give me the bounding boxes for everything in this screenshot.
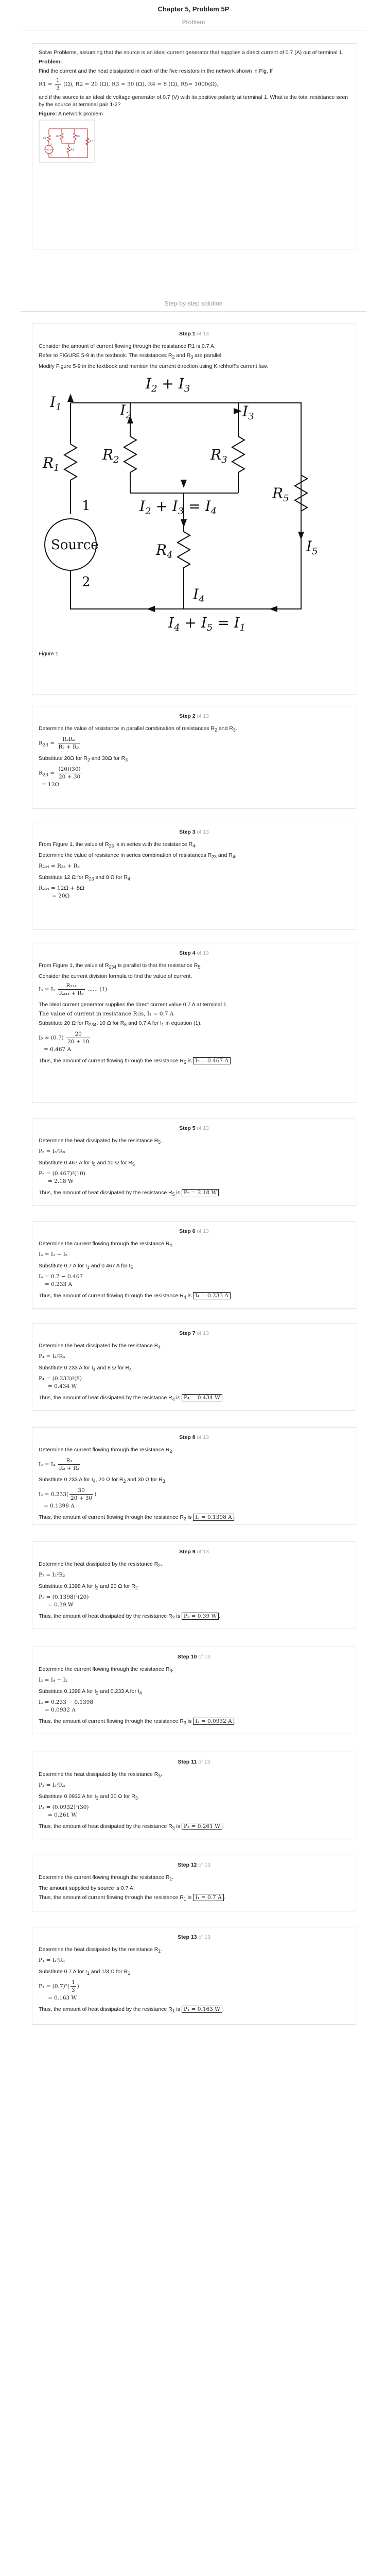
step-text: Determine the heat dissipated by the resistance $R_3$. [39,1771,163,1779]
step-text: Substitute 0.467 A for $I_5$ and 10 Ω for $R_5$ [39,1160,135,1167]
equation: I₄ = I₁ − I₅ [39,1251,68,1258]
answer-box: I₅ = 0.467 A [193,1057,231,1064]
thumb-r4-label: R4 [71,148,74,151]
step-label: Step 6 of 13 [179,1228,209,1234]
step-text: Determine the current flowing through the resistance $R_4$. [39,1241,174,1248]
equation: P₂ = I₂²R₂ [39,1572,65,1579]
answer-box: P₄ = 0.434 W [182,1394,222,1401]
label-r5: $R_5$ [272,485,289,504]
equation: P₅ = (0.467)²(10) = 2.18 W [39,1171,85,1185]
step-label: Step 1 of 13 [179,331,209,337]
step-text: Determine the value of resistance in parallel combination of resistances $R_2$ and $R_3$. [39,725,237,733]
thumb-t2-label: 2 [50,154,52,157]
answer-line: Thus, the amount of heat dissipated by the resistance $R_4$ is P₄ = 0.434 W . [39,1395,224,1402]
equation: P₃ = I₃²R₃ [39,1782,65,1789]
equation: I₄ = 0.7 − 0.467 = 0.233 A [39,1274,83,1288]
step-card [32,1855,356,1911]
step-text: Determine the value of resistance in series combination of resistances $R_{23}$ and $R_4$. [39,852,237,860]
label-r4: $R_4$ [156,541,173,561]
step-card [32,943,356,1103]
equation: I₂ = I₄ $\frac{\text{R₃}}{\text{R₂ + R₃}}$ [39,1458,80,1472]
step-text: Substitute 0.0932 A for $I_3$ and 30 Ω for $R_3$ [39,1793,138,1801]
label-r3: $R_3$ [210,446,227,466]
step-label: Step 11 of 13 [178,1759,210,1765]
label-i1: $I_1$ [50,394,62,413]
answer-box: P₃ = 0.261 W [182,1823,222,1830]
equation: P₁ = I₁²R₁ [39,1957,65,1964]
label-i2-i3-i4: $I_2 + I_3 = I_4$ [139,498,217,517]
step-card [32,1541,356,1629]
step-text: Determine the current flowing through the resistance $R_1$. [39,1874,174,1882]
answer-box: I₂ = 0.1398 A [193,1514,234,1521]
step-text: Consider the current division formula to find the value of current. [39,973,192,980]
equation: $R_{23}$ = $\frac{\text{R₂R₃}}{\text{R₂ + R₃}}$ [39,736,79,751]
step-label: Step 7 of 13 [179,1330,209,1336]
answer-box: I₄ = 0.233 A [193,1292,231,1299]
step-label: Step 3 of 13 [179,829,209,835]
step-card [32,1118,356,1206]
thumb-r1-label: R1 [43,137,46,140]
problem-network-thumbnail [39,120,95,163]
step-text: The value of current in resistance R₁is, I₁ = 0.7 A [39,1011,174,1018]
answer-line: Thus, the amount of current flowing through the resistance $R_3$ is I₃ = 0.0932 A . [39,1718,236,1726]
step-label: Step 2 of 13 [179,713,209,719]
step-card [32,1927,356,2025]
label-r2: $R_2$ [102,446,119,466]
answer-line: Thus, the amount of current flowing through the resistance $R_5$ is I₅ = 0.467 A . [39,1058,232,1065]
divider [21,311,366,312]
step-text: Substitute 0.1398 A for $I_2$ and 0.233 A for $I_4$ [39,1688,142,1696]
label-terminal-2: 2 [82,574,91,590]
step-text: Determine the heat dissipated by the resistance $R_2$. [39,1561,163,1569]
thumb-t1-label: 1 [50,143,52,146]
step-text: Modify Figure 5-9 in the textbook and mention the current direction using Kirchhoff’s current law. [39,363,268,370]
thumb-source-label: Source [45,148,54,151]
answer-box: P₂ = 0.39 W [182,1613,219,1620]
step-label: Step 4 of 13 [179,950,209,956]
thumb-r5-label: R5 [90,140,93,143]
step-text: From Figure 1, the value of $R_{234}$ is parallel to that the resistance $R_5$. [39,962,202,970]
equation: R₂₃₄ = R₂₃ + R₄ [39,863,80,870]
figure-caption: Figure: A network problem [39,111,103,117]
step-card [32,706,356,809]
step-label: Step 8 of 13 [179,1434,209,1440]
step-card [32,324,356,694]
step-text: Substitute 0.233 A for $I_4$, 20 Ω for $R_2$ and 30 Ω for $R_3$ [39,1477,165,1484]
step-text: Substitute 0.1398 A for $I_2$ and 20 Ω for $R_2$ [39,1583,138,1591]
label-i2: $I_2$ [120,402,132,421]
equation: I₅ = I₁ $\frac{\text{R₂₃₄}}{\text{R₂₃₄ + R₅}}$ ...... (1) [39,982,108,997]
step-card [32,822,356,930]
step-label: Step 13 of 13 [178,1934,210,1940]
equation: P₅ = I₅²R₅ [39,1148,65,1155]
equation: I₅ = (0.7) $\frac{20}{20 + 10}$ = 0.467 A [39,1031,90,1053]
step-card [32,1752,356,1839]
equation: P₄ = (0.233)²(8) = 0.434 W [39,1376,82,1390]
step-text: Determine the current flowing through the resistance $R_3$. [39,1666,174,1674]
step-text: Substitute 20 Ω for $R_{234}$, 10 Ω for $R_5$ and 0.7 A for $I_1$ in equation (1). [39,1020,202,1028]
step-text: Determine the current flowing through the resistance $R_2$. [39,1447,174,1454]
step-label: Step 12 of 13 [178,1862,210,1868]
problem-text: Find the current and the heat dissipated in each of the five resistors in the network shown in Fig. If [39,68,273,74]
figure-caption: Figure 1 [39,651,59,657]
step-text: Determine the heat dissipated by the resistance $R_5$. [39,1138,163,1145]
equation: P₂ = (0.1398)²(20) = 0.39 W [39,1594,89,1608]
equation: P₃ = (0.0932)²(30) = 0.261 W [39,1804,89,1819]
thumb-r2-label: R2 [56,135,60,138]
answer-box: P₁ = 0.163 W [182,2006,222,2013]
circuit-figure [39,372,327,650]
step-card [32,1647,356,1734]
answer-line: Thus, the amount of heat dissipated by the resistance $R_2$ is P₂ = 0.39 W . [39,1613,221,1621]
label-source: Source [51,537,99,553]
step-text: Refer to FIGURE 5-9 in the textbook. The resistances $R_2$ and $R_3$ are parallel. [39,352,223,360]
step-text: Substitute 0.7 A for $I_1$ and 0.467 A for $I_5$ [39,1263,133,1270]
answer-line: Thus, the amount of current flowing through the resistance $R_1$ is I₁ = 0.7 A . [39,1894,225,1902]
step-text: Determine the heat dissipated by the resistance $R_1$. [39,1946,163,1954]
equation: R₂₃₄ = 12Ω + 8Ω = 20Ω [39,885,84,900]
answer-box: I₁ = 0.7 A [193,1894,223,1901]
step-text: Substitute 0.7 A for $I_1$ and 1/3 Ω for $R_1$ [39,1969,131,1976]
answer-line: Thus, the amount of heat dissipated by the resistance $R_1$ is P₁ = 0.163 W . [39,2006,224,2014]
equation: P₄ = I₄²R₄ [39,1353,65,1360]
answer-line: Thus, the amount of heat dissipated by the resistance $R_5$ is P₅ = 2.18 W . [39,1190,221,1197]
problem-text-2: and if the source is an ideal dc voltage generator of 0.7 (V) with its positive polarity at terminal 1. What is the total resistance seen by the source at terminal pair 1-2? [39,94,348,108]
problem-header: Problem [182,19,205,26]
step-text: Consider the amount of current flowing through the resistance R1 is 0.7 A. [39,343,216,349]
step-text: Substitute 0.233 A for $I_4$ and 8 Ω for $R_4$ [39,1365,132,1372]
page-title: Chapter 5, Problem 5P [157,5,230,13]
step-card [32,1323,356,1411]
label-i4-i5-i1: $I_4 + I_5 = I_1$ [168,614,246,634]
label-r1: $R_1$ [43,454,60,474]
step-label: Step 5 of 13 [179,1125,209,1131]
answer-line: Thus, the amount of heat dissipated by the resistance $R_3$ is P₃ = 0.261 W . [39,1823,224,1831]
step-text: Substitute 20Ω for $R_2$ and 30Ω for $R_3$ [39,755,128,763]
equation: I₃ = I₄ − I₂ [39,1677,68,1684]
step-text: The ideal current generator supplies the direct current value 0.7 A at terminal 1. [39,1002,228,1008]
thumb-r3-label: R3 [76,135,80,138]
step-label: Step 10 of 13 [178,1654,210,1660]
step-card [32,1221,356,1309]
problem-card [32,43,356,249]
solution-header: Step-by-step solution [164,300,223,307]
label-terminal-1: 1 [82,498,91,514]
step-card [32,1427,356,1525]
answer-box: I₃ = 0.0932 A [193,1718,234,1725]
equation: P₁ = (0.7)²( $\frac{1}{3}$ ) = 0.163 W [39,1979,79,2002]
step-text: Substitute 12 Ω for $R_{23}$ and 8 Ω for $R_4$ [39,874,130,882]
label-i5: $I_5$ [306,538,318,557]
equation: I₃ = 0.233 − 0.1398 = 0.0932 A [39,1699,94,1714]
step-label: Step 9 of 13 [179,1549,209,1555]
label-i2-plus-i3: $I_2 + I_3$ [146,375,190,395]
answer-line: Thus, the amount of current flowing through the resistance $R_2$ is I₂ = 0.1398 A . [39,1514,236,1522]
label-i4: $I_4$ [193,586,205,605]
label-i3: $I_3$ [242,403,254,422]
problem-given-r1: R1 = $\frac{1}{3}$ (Ω), R2 = 20 (Ω), R3 = 30 (Ω), R4 = 8 (Ω), R5= 1000(Ω), [39,77,219,91]
equation: I₂ = 0.233( $\frac{30}{20 + 30}$ ) = 0.1398 A [39,1487,97,1510]
problem-intro: Solve Problems, assuming that the source is an ideal current generator that supplies a direct current of 0.7 (A) out of terminal 1. [39,49,344,56]
answer-box: P₅ = 2.18 W [182,1189,219,1196]
step-text: From Figure 1, the value of $R_{23}$ is in series with the resistance $R_4$. [39,841,197,849]
step-text: Determine the heat dissipated by the resistance $R_4$. [39,1343,163,1350]
problem-label: Problem: [39,59,62,65]
equation: $R_{23}$ = $\frac{(20)(30)}{20 + 30}$ = 12Ω [39,766,81,788]
step-text: The amount supplied by source is 0.7 A. [39,1885,135,1892]
answer-line: Thus, the amount of current flowing through the resistance $R_4$ is I₄ = 0.233 A . [39,1293,232,1300]
